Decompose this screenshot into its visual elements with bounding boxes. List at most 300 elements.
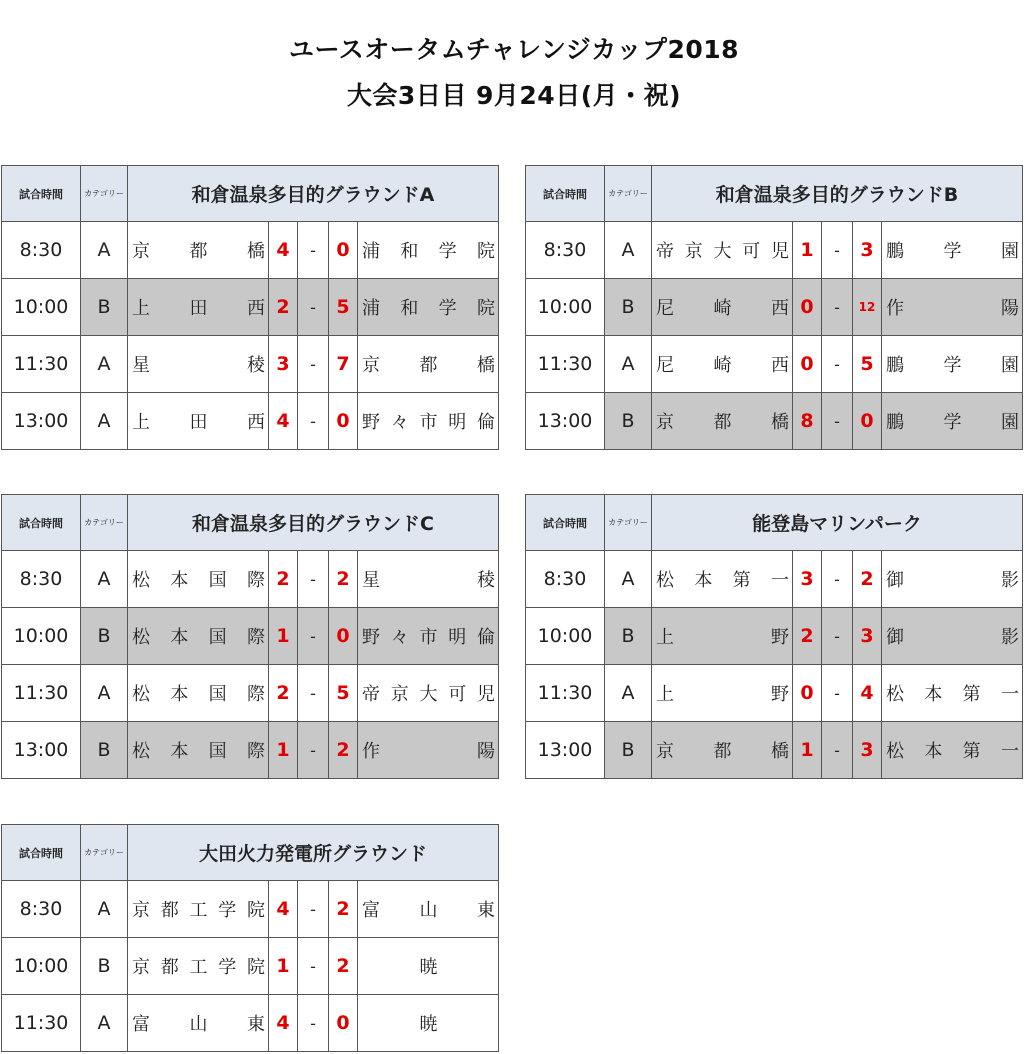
away-score: 0 — [329, 393, 358, 450]
away-score: 0 — [329, 608, 358, 665]
away-team-char: 陽 — [477, 741, 495, 762]
home-team — [128, 953, 268, 979]
home-team — [128, 566, 268, 592]
away-team-cell — [358, 336, 499, 393]
home-team-char: 京 — [656, 412, 674, 433]
match-row — [2, 938, 499, 995]
ground-name: 和倉温泉多目的グラウンドB — [652, 166, 1023, 222]
match-row — [2, 222, 499, 279]
home-score: 1 — [269, 608, 298, 665]
away-team-char: 富 — [362, 900, 380, 921]
away-team-char: 院 — [476, 298, 495, 319]
score-separator: - — [298, 938, 329, 995]
header-row — [2, 825, 499, 881]
score-separator: - — [298, 665, 329, 722]
home-team-char: 西 — [247, 298, 265, 319]
match-row — [526, 722, 1023, 779]
home-team-char: 際 — [246, 570, 265, 591]
home-team — [652, 408, 792, 434]
away-team-char: 第 — [962, 741, 981, 762]
away-team-cell — [358, 665, 499, 722]
match-category: A — [81, 551, 128, 608]
home-team-char: 松 — [132, 570, 150, 591]
away-team — [882, 566, 1022, 592]
away-team — [358, 680, 498, 706]
away-score: 0 — [329, 222, 358, 279]
away-team-char: 御 — [886, 627, 904, 648]
away-team-char: 浦 — [362, 298, 380, 319]
away-team — [358, 896, 498, 922]
home-team-char: 都 — [713, 741, 732, 762]
match-time: 11:30 — [2, 665, 81, 722]
home-team-char: 上 — [132, 298, 150, 319]
away-team — [358, 737, 498, 763]
match-time: 11:30 — [526, 665, 605, 722]
home-team-char: 大 — [713, 241, 732, 262]
away-score: 2 — [329, 722, 358, 779]
home-team-cell — [652, 279, 793, 336]
away-score: 2 — [853, 551, 882, 608]
match-category: A — [81, 665, 128, 722]
header-category: カテゴリー — [81, 825, 128, 881]
home-score: 3 — [793, 551, 822, 608]
home-team-cell — [128, 222, 269, 279]
away-score: 2 — [329, 938, 358, 995]
match-time: 13:00 — [526, 722, 605, 779]
header-time: 試合時間 — [2, 825, 81, 881]
score-separator: - — [822, 551, 853, 608]
home-team-char: 橋 — [771, 741, 789, 762]
away-team-char: 院 — [476, 241, 495, 262]
ground-table — [525, 494, 1023, 779]
home-score: 8 — [793, 393, 822, 450]
away-team-char: 倫 — [477, 412, 495, 433]
home-team-char: 松 — [132, 627, 150, 648]
home-team — [128, 737, 268, 763]
home-team-char: 尼 — [656, 355, 674, 376]
score-separator: - — [822, 608, 853, 665]
home-score: 4 — [269, 393, 298, 450]
home-team-char: 学 — [218, 957, 237, 978]
header-time: 試合時間 — [526, 166, 605, 222]
away-team — [882, 408, 1022, 434]
away-team-char: 東 — [477, 900, 495, 921]
score-separator: - — [298, 722, 329, 779]
match-category: B — [81, 938, 128, 995]
home-team — [128, 896, 268, 922]
away-team-cell — [882, 222, 1023, 279]
header-category: カテゴリー — [81, 166, 128, 222]
match-row — [526, 336, 1023, 393]
home-score: 1 — [269, 938, 298, 995]
score-separator: - — [298, 393, 329, 450]
away-team-char: 山 — [419, 900, 438, 921]
away-team-char: 一 — [1000, 741, 1019, 762]
away-team-char: 作 — [362, 741, 380, 762]
ground-table — [1, 165, 499, 450]
away-team-cell — [358, 938, 499, 995]
away-team-cell — [882, 665, 1023, 722]
home-team-char: 国 — [208, 570, 227, 591]
match-time: 10:00 — [2, 608, 81, 665]
away-team-char: 本 — [924, 741, 943, 762]
away-team-char: 和 — [400, 241, 419, 262]
score-separator: - — [298, 551, 329, 608]
home-team-char: 際 — [246, 741, 265, 762]
away-team-cell — [882, 279, 1023, 336]
home-team-cell — [652, 722, 793, 779]
home-team — [652, 566, 792, 592]
home-team-cell — [128, 665, 269, 722]
away-team — [882, 294, 1022, 320]
away-team-cell — [882, 722, 1023, 779]
header-row — [526, 166, 1023, 222]
away-team-char: 鵬 — [886, 355, 904, 376]
home-team-char: 上 — [656, 684, 674, 705]
score-separator: - — [822, 722, 853, 779]
match-row — [2, 393, 499, 450]
home-team — [128, 408, 268, 434]
away-team-cell — [358, 881, 499, 938]
away-team-char: 京 — [362, 355, 380, 376]
home-team — [652, 351, 792, 377]
home-team — [652, 737, 792, 763]
away-score: 5 — [329, 665, 358, 722]
away-team-char: 第 — [962, 684, 981, 705]
match-category: B — [81, 279, 128, 336]
away-score: 3 — [853, 222, 882, 279]
away-team-char: 学 — [438, 241, 457, 262]
home-team-cell — [652, 222, 793, 279]
home-team — [128, 623, 268, 649]
away-team-char: 御 — [886, 570, 904, 591]
match-row — [526, 551, 1023, 608]
home-team-char: 本 — [170, 741, 189, 762]
home-team-char: 松 — [132, 741, 150, 762]
away-team-char: 々 — [390, 627, 409, 648]
home-team-cell — [128, 393, 269, 450]
away-team-char: 園 — [1001, 355, 1019, 376]
home-team-char: 富 — [132, 1014, 150, 1035]
header-time: 試合時間 — [2, 166, 81, 222]
home-team-char: 際 — [246, 684, 265, 705]
away-score: 2 — [329, 551, 358, 608]
ground-name: 能登島マリンパーク — [652, 495, 1023, 551]
score-separator: - — [822, 222, 853, 279]
away-team-char: 市 — [419, 627, 438, 648]
home-score: 1 — [793, 722, 822, 779]
home-score: 3 — [269, 336, 298, 393]
match-row — [526, 222, 1023, 279]
match-category: B — [605, 722, 652, 779]
home-team — [652, 680, 792, 706]
home-team-char: 本 — [170, 570, 189, 591]
away-team-cell — [882, 393, 1023, 450]
away-team-char: 倫 — [477, 627, 495, 648]
home-team-char: 都 — [160, 900, 179, 921]
match-time: 11:30 — [2, 336, 81, 393]
away-team-char: 橋 — [477, 355, 495, 376]
away-team: 暁 — [419, 1014, 438, 1035]
match-time: 10:00 — [2, 938, 81, 995]
home-team-char: 崎 — [713, 355, 732, 376]
away-team-char: 学 — [943, 412, 962, 433]
score-separator: - — [822, 336, 853, 393]
match-category: A — [81, 336, 128, 393]
match-time: 8:30 — [526, 222, 605, 279]
match-category: A — [81, 222, 128, 279]
home-score: 2 — [269, 551, 298, 608]
away-team-char: 浦 — [362, 241, 380, 262]
away-team-char: 鵬 — [886, 241, 904, 262]
home-team-cell — [128, 608, 269, 665]
home-team-char: 上 — [656, 627, 674, 648]
score-separator: - — [298, 881, 329, 938]
header-time: 試合時間 — [2, 495, 81, 551]
home-team-char: 松 — [132, 684, 150, 705]
away-team: 暁 — [419, 957, 438, 978]
away-team-char: 学 — [438, 298, 457, 319]
home-team — [652, 623, 792, 649]
home-team-char: 西 — [771, 355, 789, 376]
home-team — [128, 237, 268, 263]
match-row — [2, 881, 499, 938]
home-team-char: 稜 — [247, 355, 265, 376]
home-team-char: 崎 — [713, 298, 732, 319]
home-team-cell — [128, 722, 269, 779]
away-team — [358, 566, 498, 592]
match-time: 13:00 — [2, 393, 81, 450]
away-team-char: 市 — [419, 412, 438, 433]
match-time: 13:00 — [526, 393, 605, 450]
home-team-cell — [128, 551, 269, 608]
match-row — [2, 665, 499, 722]
away-team-char: 本 — [924, 684, 943, 705]
away-team-cell — [882, 336, 1023, 393]
home-team-char: 可 — [742, 241, 761, 262]
away-team-char: 影 — [1001, 627, 1019, 648]
match-row — [526, 393, 1023, 450]
match-time: 10:00 — [2, 279, 81, 336]
home-team-char: 院 — [247, 957, 265, 978]
home-team-char: 野 — [771, 684, 789, 705]
match-time: 10:00 — [526, 608, 605, 665]
home-team-cell — [128, 279, 269, 336]
ground-name: 大田火力発電所グラウンド — [128, 825, 499, 881]
match-time: 11:30 — [2, 995, 81, 1052]
match-category: A — [81, 995, 128, 1052]
home-team-char: 田 — [189, 412, 208, 433]
match-category: A — [605, 336, 652, 393]
home-team-char: 本 — [170, 627, 189, 648]
match-time: 11:30 — [526, 336, 605, 393]
home-team-char: 橋 — [247, 241, 265, 262]
away-score: 12 — [853, 279, 882, 336]
match-category: A — [605, 222, 652, 279]
home-team-char: 京 — [132, 241, 150, 262]
away-team — [358, 351, 498, 377]
score-separator: - — [298, 222, 329, 279]
home-score: 2 — [269, 279, 298, 336]
away-team-char: 園 — [1001, 241, 1019, 262]
away-team-char: 作 — [886, 298, 904, 319]
home-team-char: 西 — [771, 298, 789, 319]
away-team-char: 園 — [1001, 412, 1019, 433]
match-time: 8:30 — [526, 551, 605, 608]
home-team-char: 都 — [713, 412, 732, 433]
match-category: A — [605, 551, 652, 608]
home-team-char: 国 — [208, 627, 227, 648]
match-time: 8:30 — [2, 881, 81, 938]
away-score: 3 — [853, 608, 882, 665]
away-team-char: 帝 — [362, 684, 380, 705]
ground-name: 和倉温泉多目的グラウンドA — [128, 166, 499, 222]
match-category: A — [605, 665, 652, 722]
match-category: B — [81, 722, 128, 779]
header-time: 試合時間 — [526, 495, 605, 551]
score-separator: - — [298, 608, 329, 665]
header-category: カテゴリー — [81, 495, 128, 551]
home-team — [128, 294, 268, 320]
match-row — [2, 722, 499, 779]
home-team-cell — [652, 551, 793, 608]
header-row — [2, 166, 499, 222]
away-team-char: 和 — [400, 298, 419, 319]
away-team — [358, 237, 498, 263]
away-team-char: 陽 — [1001, 298, 1019, 319]
home-team — [652, 237, 792, 263]
match-row — [526, 665, 1023, 722]
home-score: 0 — [793, 279, 822, 336]
home-score: 4 — [269, 995, 298, 1052]
home-team-char: 野 — [771, 627, 789, 648]
home-score: 4 — [269, 222, 298, 279]
match-row — [526, 608, 1023, 665]
home-team — [652, 294, 792, 320]
match-category: B — [605, 279, 652, 336]
away-team-char: 都 — [419, 355, 438, 376]
home-team-char: 尼 — [656, 298, 674, 319]
home-team-char: 京 — [132, 957, 150, 978]
away-team-char: 鵬 — [886, 412, 904, 433]
home-team-char: 京 — [684, 241, 703, 262]
home-team-char: 際 — [246, 627, 265, 648]
home-team-char: 児 — [771, 241, 789, 262]
away-team-char: 明 — [448, 627, 467, 648]
match-row — [2, 279, 499, 336]
home-score: 1 — [269, 722, 298, 779]
home-score: 0 — [793, 665, 822, 722]
home-team-char: 田 — [189, 298, 208, 319]
home-team-char: 国 — [208, 684, 227, 705]
match-category: B — [605, 393, 652, 450]
home-team-char: 国 — [208, 741, 227, 762]
match-row — [2, 336, 499, 393]
home-team-char: 帝 — [656, 241, 674, 262]
away-team-char: 影 — [1001, 570, 1019, 591]
home-team-cell — [128, 881, 269, 938]
score-separator: - — [822, 393, 853, 450]
away-team-char: 学 — [943, 241, 962, 262]
home-score: 2 — [269, 665, 298, 722]
home-team-char: 橋 — [771, 412, 789, 433]
away-team-char: 松 — [886, 741, 904, 762]
away-team-cell — [358, 722, 499, 779]
match-time: 8:30 — [2, 222, 81, 279]
ground-table — [525, 165, 1023, 450]
home-team-char: 東 — [247, 1014, 265, 1035]
home-team-cell — [652, 608, 793, 665]
home-team-char: 星 — [132, 355, 150, 376]
away-team-cell — [358, 222, 499, 279]
away-team — [358, 408, 498, 434]
header-row — [2, 495, 499, 551]
score-separator: - — [822, 665, 853, 722]
score-separator: - — [298, 279, 329, 336]
match-time: 10:00 — [526, 279, 605, 336]
away-team-char: 学 — [943, 355, 962, 376]
away-team-char: 々 — [390, 412, 409, 433]
header-category: カテゴリー — [605, 166, 652, 222]
away-score: 5 — [853, 336, 882, 393]
home-team-cell — [652, 336, 793, 393]
away-team — [882, 237, 1022, 263]
away-team — [882, 351, 1022, 377]
match-row — [526, 279, 1023, 336]
away-score: 3 — [853, 722, 882, 779]
home-team-char: 京 — [132, 900, 150, 921]
home-team-cell — [652, 665, 793, 722]
match-category: B — [81, 608, 128, 665]
home-team — [128, 680, 268, 706]
away-team — [358, 623, 498, 649]
match-row — [2, 551, 499, 608]
home-team-char: 本 — [694, 570, 713, 591]
away-team — [882, 737, 1022, 763]
home-team-char: 松 — [656, 570, 674, 591]
home-team-cell — [128, 336, 269, 393]
match-time: 8:30 — [2, 551, 81, 608]
away-team-cell — [358, 551, 499, 608]
home-team-char: 院 — [247, 900, 265, 921]
away-team — [882, 623, 1022, 649]
away-team-cell — [882, 551, 1023, 608]
away-team-char: 可 — [448, 684, 467, 705]
away-score: 5 — [329, 279, 358, 336]
home-team-cell — [652, 393, 793, 450]
away-team-char: 野 — [362, 412, 380, 433]
match-category: A — [81, 881, 128, 938]
away-team-char: 一 — [1000, 684, 1019, 705]
away-team-cell — [358, 393, 499, 450]
away-team — [358, 294, 498, 320]
page-subtitle: 大会3日目 9月24日(月・祝) — [346, 81, 682, 110]
home-team-char: 上 — [132, 412, 150, 433]
home-score: 1 — [793, 222, 822, 279]
home-team-char: 第 — [732, 570, 751, 591]
home-team-cell — [128, 938, 269, 995]
home-team-char: 山 — [189, 1014, 208, 1035]
away-team-char: 松 — [886, 684, 904, 705]
match-row — [2, 995, 499, 1052]
score-separator: - — [298, 336, 329, 393]
home-team-char: 学 — [218, 900, 237, 921]
ground-table — [1, 824, 499, 1052]
home-team-char: 本 — [170, 684, 189, 705]
away-team-char: 大 — [419, 684, 438, 705]
score-separator: - — [298, 995, 329, 1052]
home-team-char: 一 — [770, 570, 789, 591]
